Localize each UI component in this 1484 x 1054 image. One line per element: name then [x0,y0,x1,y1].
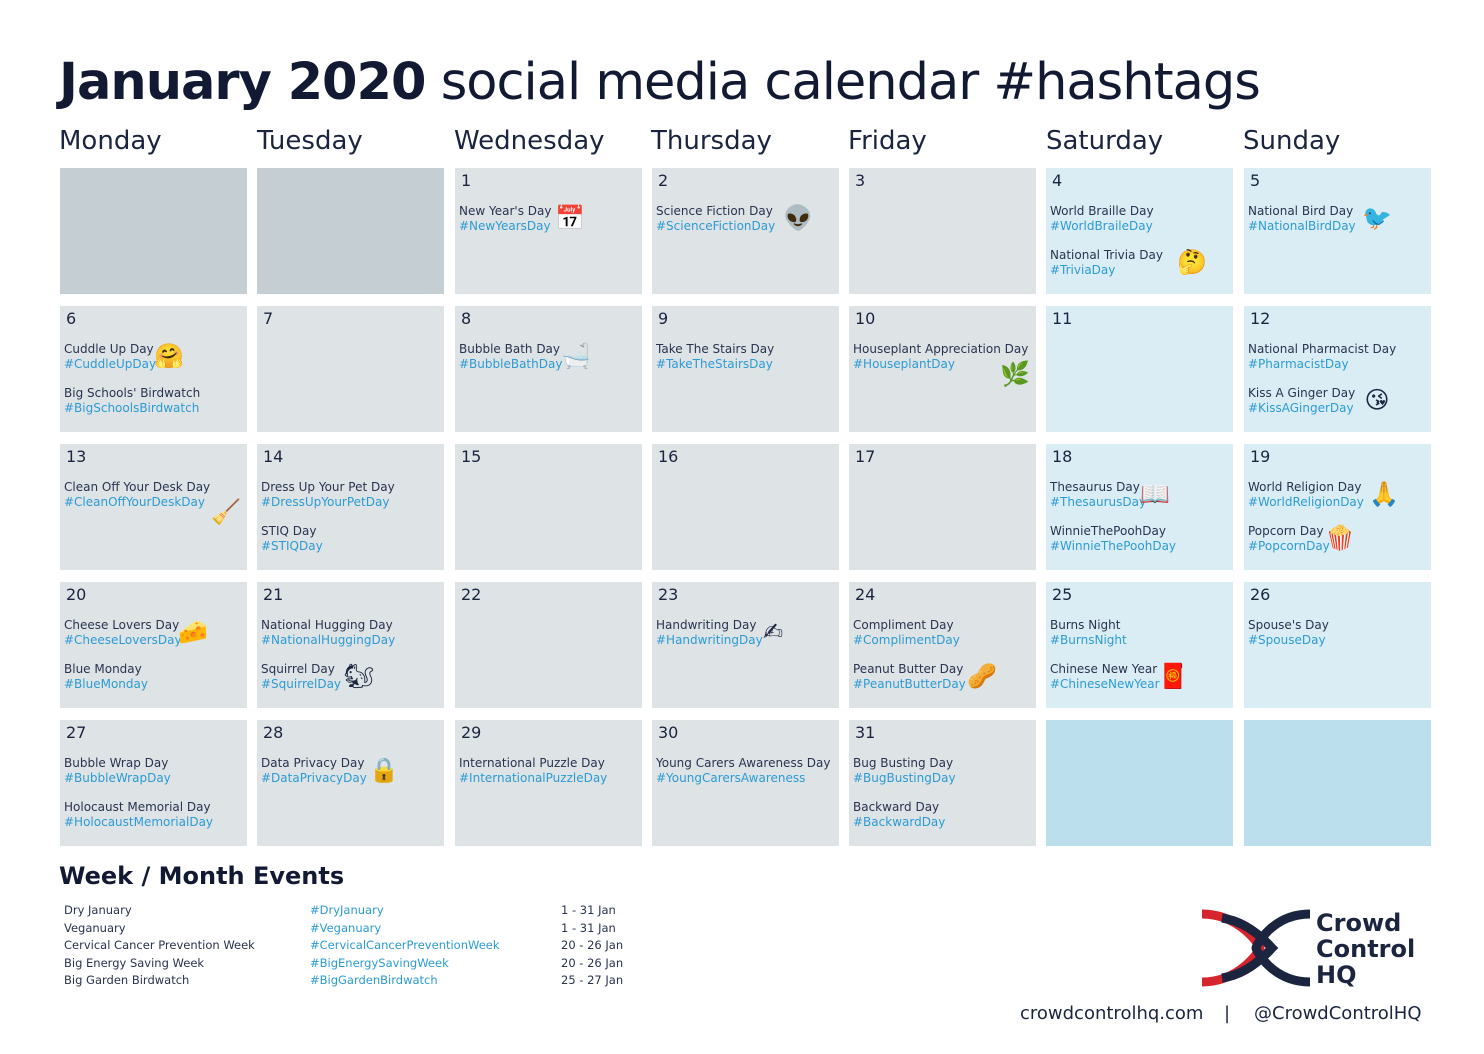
logo-line-2: Control [1316,935,1416,963]
day-number: 16 [658,447,679,466]
event [64,618,245,648]
day-number: 21 [263,585,284,604]
event [1050,662,1231,692]
event-name: Big Energy Saving Week [64,955,205,970]
event [261,756,442,786]
event [261,524,442,554]
day-number: 13 [66,447,87,466]
event-name: Compliment Day [853,618,954,632]
event-hashtag[interactable]: #DressUpYourPetDay [261,495,390,509]
day-cell-25 [1046,582,1233,708]
event-name: National Pharmacist Day [1248,342,1397,356]
day-cell-24 [849,582,1036,708]
squirrel-icon: 🐿 [343,662,375,690]
event-hashtag[interactable]: #BubbleWrapDay [64,771,171,785]
event-hashtag[interactable]: #CheeseLoversDay [64,633,182,647]
event-hashtag[interactable]: #WorldBraileDay [1050,219,1153,233]
event-hashtag[interactable]: #SquirrelDay [261,677,342,691]
day-cell-10 [849,306,1036,432]
day-number: 8 [461,309,472,328]
event-name: Bubble Wrap Day [64,756,169,770]
footer-website[interactable]: crowdcontrolhq.com [1020,1003,1204,1024]
calendar-icon: 📅 [555,204,585,232]
day-cell-19 [1244,444,1431,570]
event-hashtag[interactable]: #BackwardDay [853,815,946,829]
event-name: Veganuary [64,920,126,935]
event [459,342,640,372]
day-number: 14 [263,447,284,466]
event-name: Thesaurus Day [1050,480,1140,494]
day-cell-16 [652,444,839,570]
event-hashtag[interactable]: #BubbleBathDay [459,357,563,371]
event-hashtag[interactable]: #NewYearsDay [459,219,551,233]
event-name: World Braille Day [1050,204,1154,218]
event [1248,204,1429,234]
event-hashtag[interactable]: #TriviaDay [1050,263,1116,277]
day-cell-6 [60,306,247,432]
day-number: 5 [1250,171,1261,190]
day-cell-17 [849,444,1036,570]
day-number: 28 [263,723,284,742]
day-number: 23 [658,585,679,604]
event [853,800,1034,830]
event-hashtag[interactable]: #ChineseNewYear [1050,677,1160,691]
event-hashtag[interactable]: #STIQDay [261,539,323,553]
event-hashtag[interactable]: #HouseplantDay [853,357,955,371]
event [1050,618,1231,648]
week-month-events-title: Week / Month Events [59,862,345,890]
event-name: Bug Busting Day [853,756,954,770]
event-hashtag[interactable]: #HolocaustMemorialDay [64,815,214,829]
empty-day-cell [1244,720,1431,846]
day-number: 20 [66,585,87,604]
event-name: Burns Night [1050,618,1121,632]
event-name: Take The Stairs Day [656,342,775,356]
day-number: 26 [1250,585,1271,604]
event-hashtag[interactable]: #CleanOffYourDeskDay [64,495,205,509]
event [656,618,837,648]
day-cell-28 [257,720,444,846]
event-name: Bubble Bath Day [459,342,561,356]
day-cell-1 [455,168,642,294]
event [64,756,245,786]
event-hashtag[interactable]: #HandwritingDay [656,633,763,647]
event [64,800,245,830]
event-name: National Bird Day [1248,204,1354,218]
day-header-monday: Monday [59,126,162,156]
day-cell-9 [652,306,839,432]
event-hashtag[interactable]: #BigEnergySavingWeek [310,955,449,970]
event-hashtag[interactable]: #NationalBirdDay [1248,219,1356,233]
thinking-face-icon: 🤔 [1177,248,1207,276]
event [459,204,640,234]
event-name: New Year's Day [459,204,552,218]
event [459,756,640,786]
day-number: 6 [66,309,77,328]
kissing-face-icon: 😘 [1364,386,1390,414]
event-name: Young Carers Awareness Day [656,756,831,770]
bird-icon: 🐦 [1362,204,1392,232]
event-hashtag[interactable]: #KissAGingerDay [1248,401,1354,415]
day-number: 11 [1052,309,1073,328]
writing-hand-icon: ✍ [762,618,784,646]
event-name: Houseplant Appreciation Day [853,342,1029,356]
day-number: 27 [66,723,87,742]
praying-hands-icon: 🙏 [1369,480,1399,508]
event-name: STIQ Day [261,524,317,538]
event [656,756,837,786]
day-number: 3 [855,171,866,190]
event-hashtag[interactable]: #WorldReligionDay [1248,495,1364,509]
day-cell-31 [849,720,1036,846]
event-name: National Hugging Day [261,618,393,632]
event-name: Spouse's Day [1248,618,1329,632]
event-hashtag[interactable]: #ComplimentDay [853,633,960,647]
event-name: Squirrel Day [261,662,335,676]
event-hashtag[interactable]: #Veganuary [310,920,382,935]
event-name: Big Schools' Birdwatch [64,386,201,400]
event [261,480,442,510]
day-cell-20 [60,582,247,708]
event-hashtag[interactable]: #InternationalPuzzleDay [459,771,608,785]
day-number: 7 [263,309,274,328]
day-number: 24 [855,585,876,604]
event [1248,618,1429,648]
logo-line-1: Crowd [1316,909,1402,937]
event-name: Holocaust Memorial Day [64,800,211,814]
event-hashtag[interactable]: #BigGardenBirdwatch [310,973,438,987]
event-dates: 1 - 31 Jan [561,903,616,917]
open-book-icon: 📖 [1140,480,1170,508]
day-number: 9 [658,309,669,328]
red-envelope-icon: 🧧 [1158,662,1188,690]
event-name: Big Garden Birdwatch [64,973,190,987]
event-hashtag[interactable]: #PeanutButterDay [853,677,966,691]
day-cell-12 [1244,306,1431,432]
event-name: National Trivia Day [1050,248,1163,262]
event [853,618,1034,648]
broom-icon: 🧹 [211,498,241,526]
day-cell-29 [455,720,642,846]
event-name: Backward Day [853,800,940,814]
day-number: 10 [855,309,876,328]
event-name: Blue Monday [64,662,142,676]
day-cell-14 [257,444,444,570]
day-cell-27 [60,720,247,846]
day-number: 17 [855,447,876,466]
event [1050,204,1231,234]
day-number: 1 [461,171,472,190]
day-number: 30 [658,723,679,742]
day-header-sunday: Sunday [1243,126,1341,156]
event [656,342,837,372]
logo-text [1316,910,1415,988]
event-name: Handwriting Day [656,618,757,632]
event-hashtag[interactable]: #BugBustingDay [853,771,956,785]
event [1248,480,1429,510]
event-name: Peanut Butter Day [853,662,964,676]
event-name: World Religion Day [1248,480,1362,494]
event [853,662,1034,692]
event-name: Dry January [64,903,132,917]
alien-icon: 👽 [783,204,813,232]
day-header-saturday: Saturday [1046,126,1164,156]
popcorn-icon: 🍿 [1325,524,1355,552]
peanut-icon: 🥜 [967,662,997,690]
hugging-face-icon: 🤗 [154,342,184,370]
event-name: Cheese Lovers Day [64,618,180,632]
event-name: Dress Up Your Pet Day [261,480,395,494]
event-name: WinnieThePoohDay [1050,524,1166,538]
event [1248,342,1429,372]
event-hashtag[interactable]: #PharmacistDay [1248,357,1349,371]
event-hashtag[interactable]: #PopcornDay [1248,539,1330,553]
event-hashtag[interactable]: #CuddleUpDay [64,357,157,371]
day-header-tuesday: Tuesday [257,126,363,156]
event-name: Popcorn Day [1248,524,1324,538]
event-dates: 20 - 26 Jan [561,955,624,970]
day-number: 29 [461,723,482,742]
day-cell-3 [849,168,1036,294]
event-hashtag[interactable]: #TakeTheStairsDay [656,357,773,371]
event-dates: 1 - 31 Jan [561,920,616,935]
event-hashtag[interactable]: #BlueMonday [64,677,148,691]
day-cell-21 [257,582,444,708]
day-header-wednesday: Wednesday [454,126,605,156]
day-cell-11 [1046,306,1233,432]
day-number: 19 [1250,447,1271,466]
event [853,756,1034,786]
event-dates: 20 - 26 Jan [561,938,624,952]
day-cell-4 [1046,168,1233,294]
day-number: 4 [1052,171,1063,190]
footer-separator: | [1224,1003,1231,1024]
event [261,618,442,648]
event [64,662,245,692]
event-hashtag[interactable]: #BurnsNight [1050,633,1127,647]
event-name: Cervical Cancer Prevention Week [64,938,255,952]
day-cell-30 [652,720,839,846]
day-number: 22 [461,585,482,604]
padlock-icon: 🔒 [369,756,399,784]
cheese-icon: 🧀 [178,618,208,646]
event-hashtag[interactable]: #ScienceFictionDay [656,219,776,233]
event [1050,524,1231,554]
event-name: Chinese New Year [1050,662,1158,676]
page-title [59,52,1260,114]
event-hashtag[interactable]: #YoungCarersAwareness [656,771,806,785]
day-cell-13 [60,444,247,570]
event-hashtag[interactable]: #NationalHuggingDay [261,633,396,647]
event-hashtag[interactable]: #ThesaurusDay [1050,495,1147,509]
day-cell-26 [1244,582,1431,708]
event-name: Kiss A Ginger Day [1248,386,1356,400]
day-header-thursday: Thursday [651,126,772,156]
day-cell-8 [455,306,642,432]
event [64,386,245,416]
event-hashtag[interactable]: #DataPrivacyDay [261,771,367,785]
day-cell-22 [455,582,642,708]
day-number: 31 [855,723,876,742]
event-name: International Puzzle Day [459,756,605,770]
event-name: Data Privacy Day [261,756,365,770]
empty-day-cell [257,168,444,294]
event-hashtag[interactable]: #DryJanuary [310,903,384,917]
event-hashtag[interactable]: #SpouseDay [1248,633,1326,647]
title-rest: social media calendar #hashtags [425,53,1260,112]
empty-day-cell [60,168,247,294]
day-cell-2 [652,168,839,294]
event-hashtag[interactable]: #BigSchoolsBirdwatch [64,401,200,415]
houseplant-icon: 🌿 [1000,360,1030,388]
day-cell-7 [257,306,444,432]
logo-line-3: HQ [1316,961,1357,989]
day-number: 25 [1052,585,1073,604]
day-header-friday: Friday [848,126,927,156]
title-bold: January 2020 [59,53,426,112]
empty-day-cell [1046,720,1233,846]
event-hashtag[interactable]: #WinnieThePoohDay [1050,539,1177,553]
day-number: 15 [461,447,482,466]
bathtub-icon: 🛁 [561,342,591,370]
day-number: 18 [1052,447,1073,466]
day-number: 12 [1250,309,1271,328]
footer-handle[interactable]: @CrowdControlHQ [1254,1003,1422,1024]
event-name: Clean Off Your Desk Day [64,480,211,494]
event-name: Cuddle Up Day [64,342,154,356]
day-number: 2 [658,171,669,190]
event-hashtag[interactable]: #CervicalCancerPreventionWeek [310,938,500,952]
event-dates: 25 - 27 Jan [561,973,624,987]
day-cell-23 [652,582,839,708]
event-name: Science Fiction Day [656,204,773,218]
day-cell-15 [455,444,642,570]
day-cell-5 [1244,168,1431,294]
day-cell-18 [1046,444,1233,570]
event [1248,386,1429,416]
